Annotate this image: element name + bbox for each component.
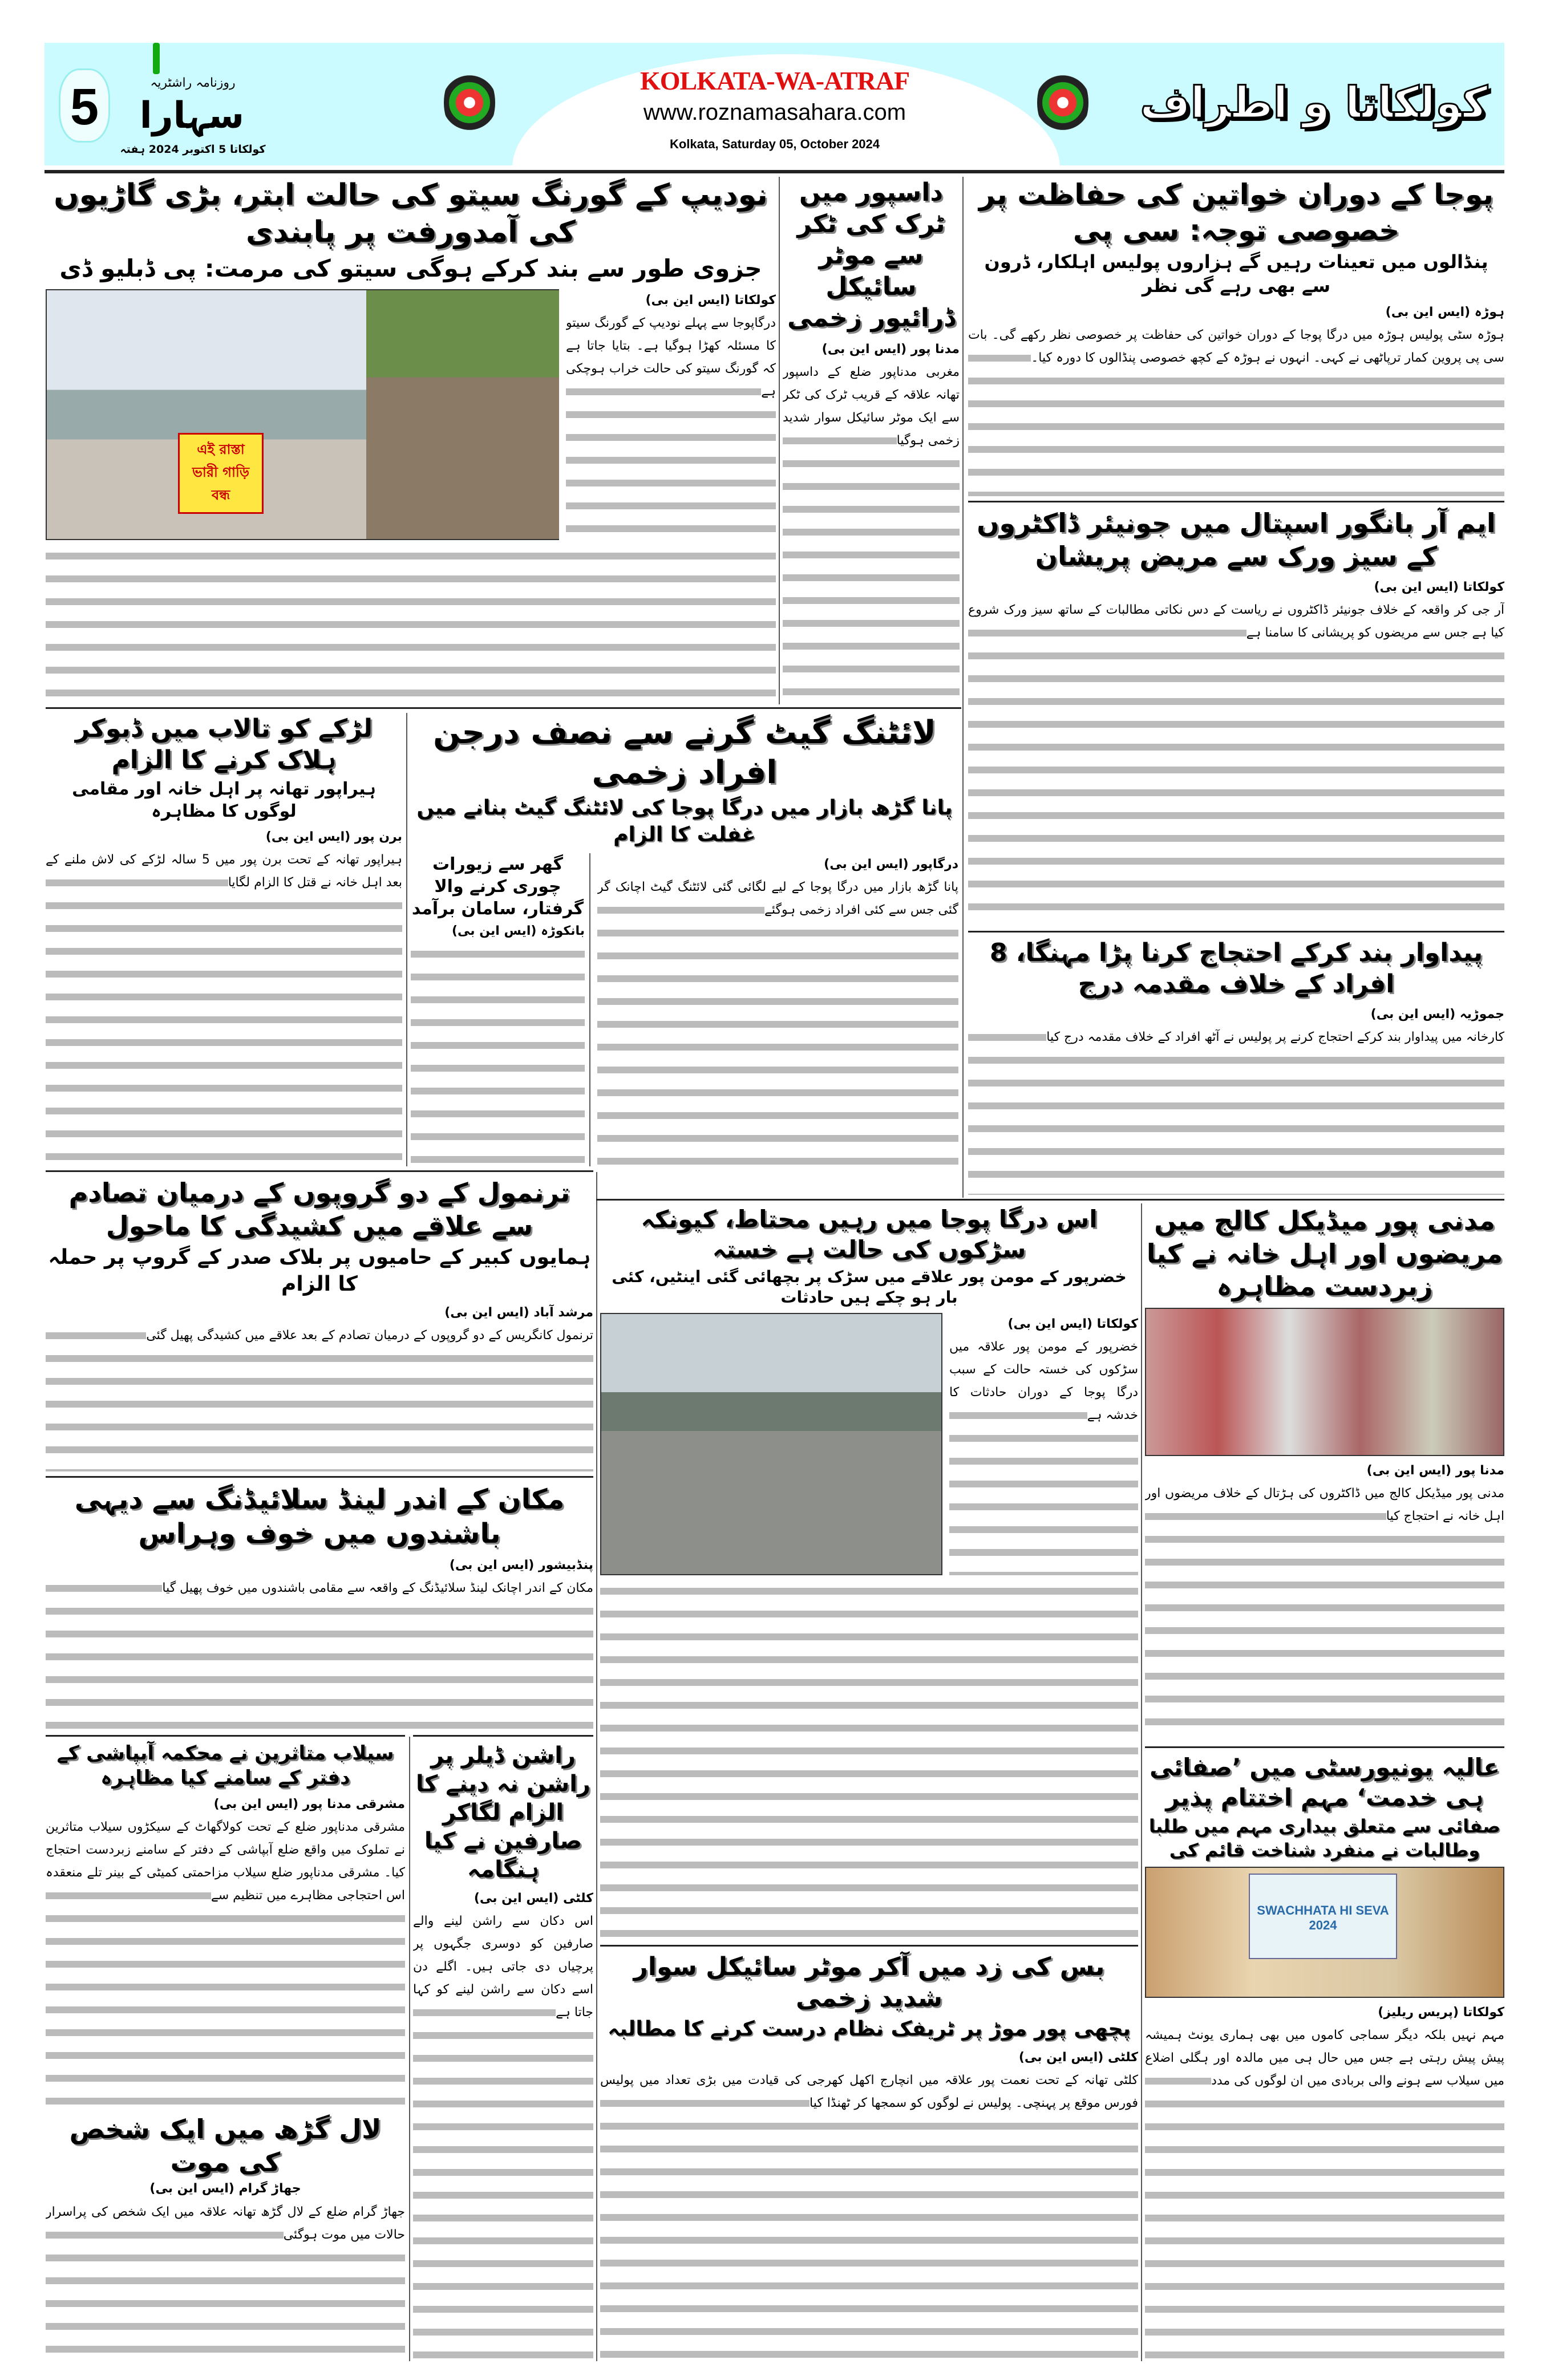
side-dateline: بانکوڑہ (ایس این بی)	[411, 920, 585, 943]
subheadline: جزوی طور سے بند کرکے ہوگی سیتو کی مرمت: پی ڈبلیو ڈی	[59, 254, 762, 282]
headline: مکان کے اندر لینڈ سلائیڈنگ سے دیہی باشندوں میں خوف وہراس	[74, 1483, 565, 1550]
subheadline: ہمایوں کبیر کے حامیوں پر بلاک صدر کے گروپ پر حملہ کا الزام	[48, 1246, 591, 1296]
article-ration	[413, 1735, 593, 2359]
divider	[596, 1199, 1504, 1201]
headline: مدنی پور میڈیکل کالج میں مریضوں اور اہل خانہ نے کیا زبردست مظاہرہ	[1146, 1205, 1503, 1302]
bridge-text-column	[566, 289, 776, 540]
body-text: کلٹی تھانہ کے تحت نعمت پور علاقہ میں انچارج اکھل کھرجی کی قیادت میں بڑی تعداد میں پولیس فورس موقع پر پہنچی۔ پولیس نے لوگوں کو سمجھا کر ٹھنڈا کیا	[600, 2073, 1138, 2110]
headline: لائٹنگ گیٹ گرنے سے نصف درجن افراد زخمی	[433, 714, 936, 791]
headline: ایم آر بانگور اسپتال میں جونیئر ڈاکٹروں کے سیز ورک سے مریض پریشان	[977, 508, 1496, 571]
dateline: کولکاتا (ایس این بی)	[566, 289, 776, 312]
divider	[1141, 1203, 1142, 2361]
barricade-photo	[366, 290, 559, 539]
headline: ترنمول کے دو گروپوں کے درمیان تصادم سے علاقے میں کشیدگی کا ماحول	[68, 1177, 570, 1241]
gate-side-column	[411, 853, 590, 1166]
date-en: Kolkata, Saturday 05, October 2024	[669, 137, 880, 151]
section-title-ur: کولکاتا و اطراف	[1140, 77, 1488, 128]
article-aliah	[1145, 1746, 1504, 2359]
divider	[962, 177, 964, 1198]
page-number: 5	[59, 68, 110, 143]
divider	[779, 177, 780, 704]
article-bus	[600, 1945, 1138, 2359]
article-lighting-gate	[411, 713, 958, 1166]
gate-columns	[411, 853, 958, 1166]
headline: لال گڑھ میں ایک شخص کی موت	[69, 2114, 382, 2178]
body-text: مہم نہیں بلکہ دیگر سماجی کاموں میں بھی ہماری یونٹ ہمیشہ پیش پیش رہتی ہے جس میں حال ہی میں مالدہ اور ہگلی اضلاع میں سیلاب سے ہونے والی بربادی میں ان لوگوں کی مدد	[1145, 2028, 1504, 2089]
article-body-continued	[46, 545, 776, 704]
headline: عالیہ یونیورسٹی میں ’صفائی ہی خدمت‘ مہم اختتام پذیر	[1149, 1753, 1500, 1811]
article-body	[46, 849, 402, 1163]
body-text: درگاپوجا سے پہلے نودیپ کے گورنگ سیتو کا مسئلہ کھڑا ہوگیا ہے۔ بتایا جاتا ہے کہ گورنگ سیتو کی حالت خراب ہوچکی ہے	[566, 315, 776, 399]
bridge-photo	[46, 289, 559, 540]
masthead	[44, 43, 1504, 165]
body-text: مکان کے اندر اچانک لینڈ سلائیڈنگ کے واقعہ سے مقامی باشندوں میں خوف پھیل گیا	[162, 1581, 593, 1595]
subheadline: صفائی سے متعلق بیداری مہم میں طلبا وطالبات نے منفرد شناخت قائم کی	[1148, 1815, 1501, 1861]
article-medical	[1145, 1205, 1504, 1741]
dateline: درگاپور (ایس این بی)	[597, 853, 958, 876]
subheadline: خضرپور کے مومن پور علاقے میں سڑک پر بچھائی گئی اینٹیں، کئی بار ہو چکے ہیں حادثات	[612, 1267, 1127, 1307]
article-body	[46, 2201, 405, 2359]
dateline: مرشد آباد (ایس این بی)	[46, 1302, 593, 1324]
dateline: پنڈبیشور (ایس این بی)	[46, 1554, 593, 1577]
headline: داسپور میں ٹرک کی ٹکر سے موٹر سائیکل ڈرائیور زخمی	[787, 178, 955, 333]
article-roads	[600, 1205, 1138, 1940]
roads-photo-row	[600, 1313, 1138, 1575]
body-text: پانا گڑھ بازار میں درگا پوجا کے لیے لگائی گئی لائٹنگ گیٹ اچانک گر گئی جس سے کئی افراد زخمی ہوگئے	[597, 879, 958, 917]
body-text: آر جی کر واقعہ کے خلاف جونیئر ڈاکٹروں نے ریاست کے دس نکاتی مطالبات کے ساتھ سیز ورک شروع کیا ہے جس سے مریضوں کو پریشانی کا سامنا ہے	[968, 603, 1504, 640]
article-body	[1145, 2024, 1504, 2359]
headline: اس درگا پوجا میں رہیں محتاط، کیونکہ سڑکوں کی حالت ہے خستہ	[641, 1205, 1098, 1263]
dateline: مدنا پور (ایس این بی)	[1145, 1459, 1504, 1482]
event-photo	[1145, 1867, 1504, 1998]
article-body	[566, 312, 776, 540]
article-flood	[46, 1735, 405, 2109]
gate-main-column	[597, 853, 958, 1166]
body-text: جھاڑ گرام ضلع کے لال گڑھ تھانہ علاقہ میں ایک شخص کی پراسرار حالات میں موت ہوگئی	[46, 2204, 405, 2242]
dateline: کلٹی (ایس این بی)	[600, 2046, 1138, 2069]
body-text: کارخانہ میں پیداوار بند کرکے احتجاج کرنے پر پولیس نے آٹھ افراد کے خلاف مقدمہ درج کیا	[1046, 1030, 1504, 1044]
article-truck	[783, 177, 960, 704]
headline: راشن ڈیلر پر راشن نہ دینے کا الزام لگاکر صارفین نے کیا ہنگامہ	[416, 1742, 590, 1883]
subheadline: پانا گڑھ بازار میں درگا پوجا کی لائٹنگ گیٹ بنانے میں غفلت کا الزام	[416, 796, 953, 846]
headline: پیداوار بند کرکے احتجاج کرنا پڑا مہنگا، 8 افراد کے خلاف مقدمہ درج	[989, 938, 1483, 999]
logo-one-icon	[153, 43, 160, 74]
dateline: مشرقی مدنا پور (ایس این بی)	[46, 1793, 405, 1816]
headline: نودیپ کے گورنگ سیتو کی حالت ابتر، بڑی گاڑیوں کی آمدورفت پر پابندی	[54, 178, 768, 249]
bridge-photo-row	[46, 289, 776, 540]
header-rule	[44, 170, 1504, 173]
section-title-en: KOLKATA-WA-ATRAF	[640, 66, 910, 95]
article-body-continued	[600, 1580, 1138, 1940]
article-body	[1145, 1482, 1504, 1741]
dateline: جھاڑ گرام (ایس این بی)	[149, 2182, 301, 2196]
side-headline: گھر سے زیورات چوری کرنے والا گرفتار، سامان برآمد	[411, 854, 584, 919]
website-link[interactable]: www.roznamasahara.com	[643, 100, 906, 125]
divider	[596, 1172, 597, 2361]
divider	[409, 1737, 410, 2361]
dateline: کلٹی (ایس این بی)	[413, 1887, 593, 1910]
roads-text-column	[949, 1313, 1138, 1575]
headline: سیلاب متاثرین نے محکمہ آبپاشی کے دفتر کے سامنے کیا مظاہرہ	[56, 1742, 394, 1789]
article-tmc	[46, 1170, 593, 1471]
article-fir	[968, 931, 1504, 1195]
body-text: مغربی مدناپور ضلع کے داسپور تھانہ علاقہ کے قریب ٹرک کی ٹکر سے ایک موٹر سائیکل سوار شدید زخمی ہوگیا	[783, 365, 960, 448]
body-text: مدنی پور میڈیکل کالج میں ڈاکٹروں کی ہڑتال کے خلاف مریضوں اور اہل خانہ نے احتجاج کیا	[1145, 1486, 1504, 1523]
subheadline: ہیراپور تھانہ پر اہل خانہ اور مقامی لوگوں کا مظاہرہ	[72, 779, 376, 821]
article-body	[46, 1577, 593, 1731]
protest-photo	[1145, 1308, 1504, 1456]
article-body	[968, 599, 1504, 926]
emblem-right-icon	[1037, 66, 1088, 140]
article-body	[600, 2069, 1138, 2359]
article-puja-safety	[968, 177, 1504, 496]
body-text: خضرپور کے مومن پور علاقہ میں سڑکوں کی خستہ حالت کے سبب درگا پوجا کے دوران حادثات کا خدشہ ہے	[949, 1339, 1138, 1422]
body-text: ترنمول کانگریس کے دو گروپوں کے درمیان تصادم کے بعد علاقے میں کشیدگی پھیل گئی	[146, 1328, 593, 1343]
urdu-date: کولکاتا 5 اکتوبر 2024 ہفتہ	[120, 143, 266, 156]
article-bridge	[46, 177, 776, 704]
divider	[406, 713, 407, 1166]
dateline: کولکاتا (ایس این بی)	[968, 576, 1504, 599]
side-body	[411, 943, 585, 1166]
article-body	[783, 361, 960, 704]
article-body	[413, 1910, 593, 2359]
dateline: جموڑیہ (ایس این بی)	[968, 1003, 1504, 1026]
paper-logo: سہارا	[139, 95, 244, 137]
article-body	[968, 1026, 1504, 1195]
article-body	[46, 1324, 593, 1471]
article-hospital	[968, 501, 1504, 926]
photo-sign: এই রাস্তা ভারী গাড়ি বন্ধ	[178, 433, 264, 514]
article-body	[949, 1336, 1138, 1575]
emblem-left-icon	[444, 66, 495, 140]
dateline: مدنا پور (ایس این بی)	[783, 338, 960, 361]
article-body	[46, 1816, 405, 2109]
body-text: مشرقی مدناپور ضلع کے تحت کولاگھاٹ کے سیکڑوں سیلاب متاثرین نے تملوک میں واقع ضلع آبپاشی کے دفتر کے سامنے زبردست احتجاج کیا۔ مشرقی مدناپور ضلع سیلاب مزاحمتی کمیٹی کے بینر تلے منعقدہ اس احتجاجی مظاہرے میں تنظیم سے	[46, 1820, 405, 1903]
body-text: اس دکان سے راشن لینے والے صارفین کو دوسری جگہوں پر پرچیاں دی جاتی ہیں۔ اگلے دن اسے دکان سے راشن لینے کو کہا جاتا ہے	[413, 1914, 593, 2020]
headline: بس کی زد میں آکر موٹر سائیکل سوار شدید زخمی	[633, 1952, 1105, 2013]
headline: لڑکے کو تالاب میں ڈبوکر ہلاک کرنے کا الزام	[75, 714, 373, 775]
body-text: ہیراپور تھانہ کے تحت برن پور میں 5 سالہ لڑکے کی لاش ملنے کے بعد اہل خانہ نے قتل کا الزام لگایا	[46, 853, 402, 890]
photo-banner: SWACHHATA HI SEVA 2024	[1249, 1874, 1397, 1959]
subheadline: پنڈالوں میں تعینات رہیں گے ہزاروں پولیس اہلکار، ڈرون سے بھی رہے گی نظر	[984, 251, 1488, 297]
dateline: برن پور (ایس این بی)	[46, 826, 402, 849]
paper-tagline: روزنامہ راشٹریہ	[150, 76, 236, 90]
article-body	[968, 324, 1504, 496]
dateline: کولکاتا (پریس ریلیز)	[1145, 2001, 1504, 2024]
article-pond	[46, 713, 402, 1163]
article-death	[46, 2113, 405, 2359]
subheadline: پچھی پور موڑ پر ٹریفک نظام درست کرنے کا مطالبہ	[608, 2017, 1131, 2041]
article-landslide	[46, 1476, 593, 1731]
body-text: ہوڑہ سٹی پولیس ہوڑہ میں درگا پوجا کے دوران خواتین کی حفاظت پر خصوصی نظر رکھے گی۔ بات سی پی پروین کمار ترپاٹھی نے کہی۔ انہوں نے ہوڑہ کے کچھ خصوصی پنڈالوں کا دورہ کیا۔	[968, 328, 1504, 366]
headline: پوجا کے دوران خواتین کی حفاظت پر خصوصی توجہ: سی پی	[978, 178, 1494, 247]
divider	[46, 707, 961, 709]
dateline: کولکاتا (ایس این بی)	[949, 1313, 1138, 1336]
dateline: ہوڑہ (ایس این بی)	[968, 301, 1504, 324]
road-photo	[600, 1313, 942, 1575]
article-body	[597, 876, 958, 1166]
